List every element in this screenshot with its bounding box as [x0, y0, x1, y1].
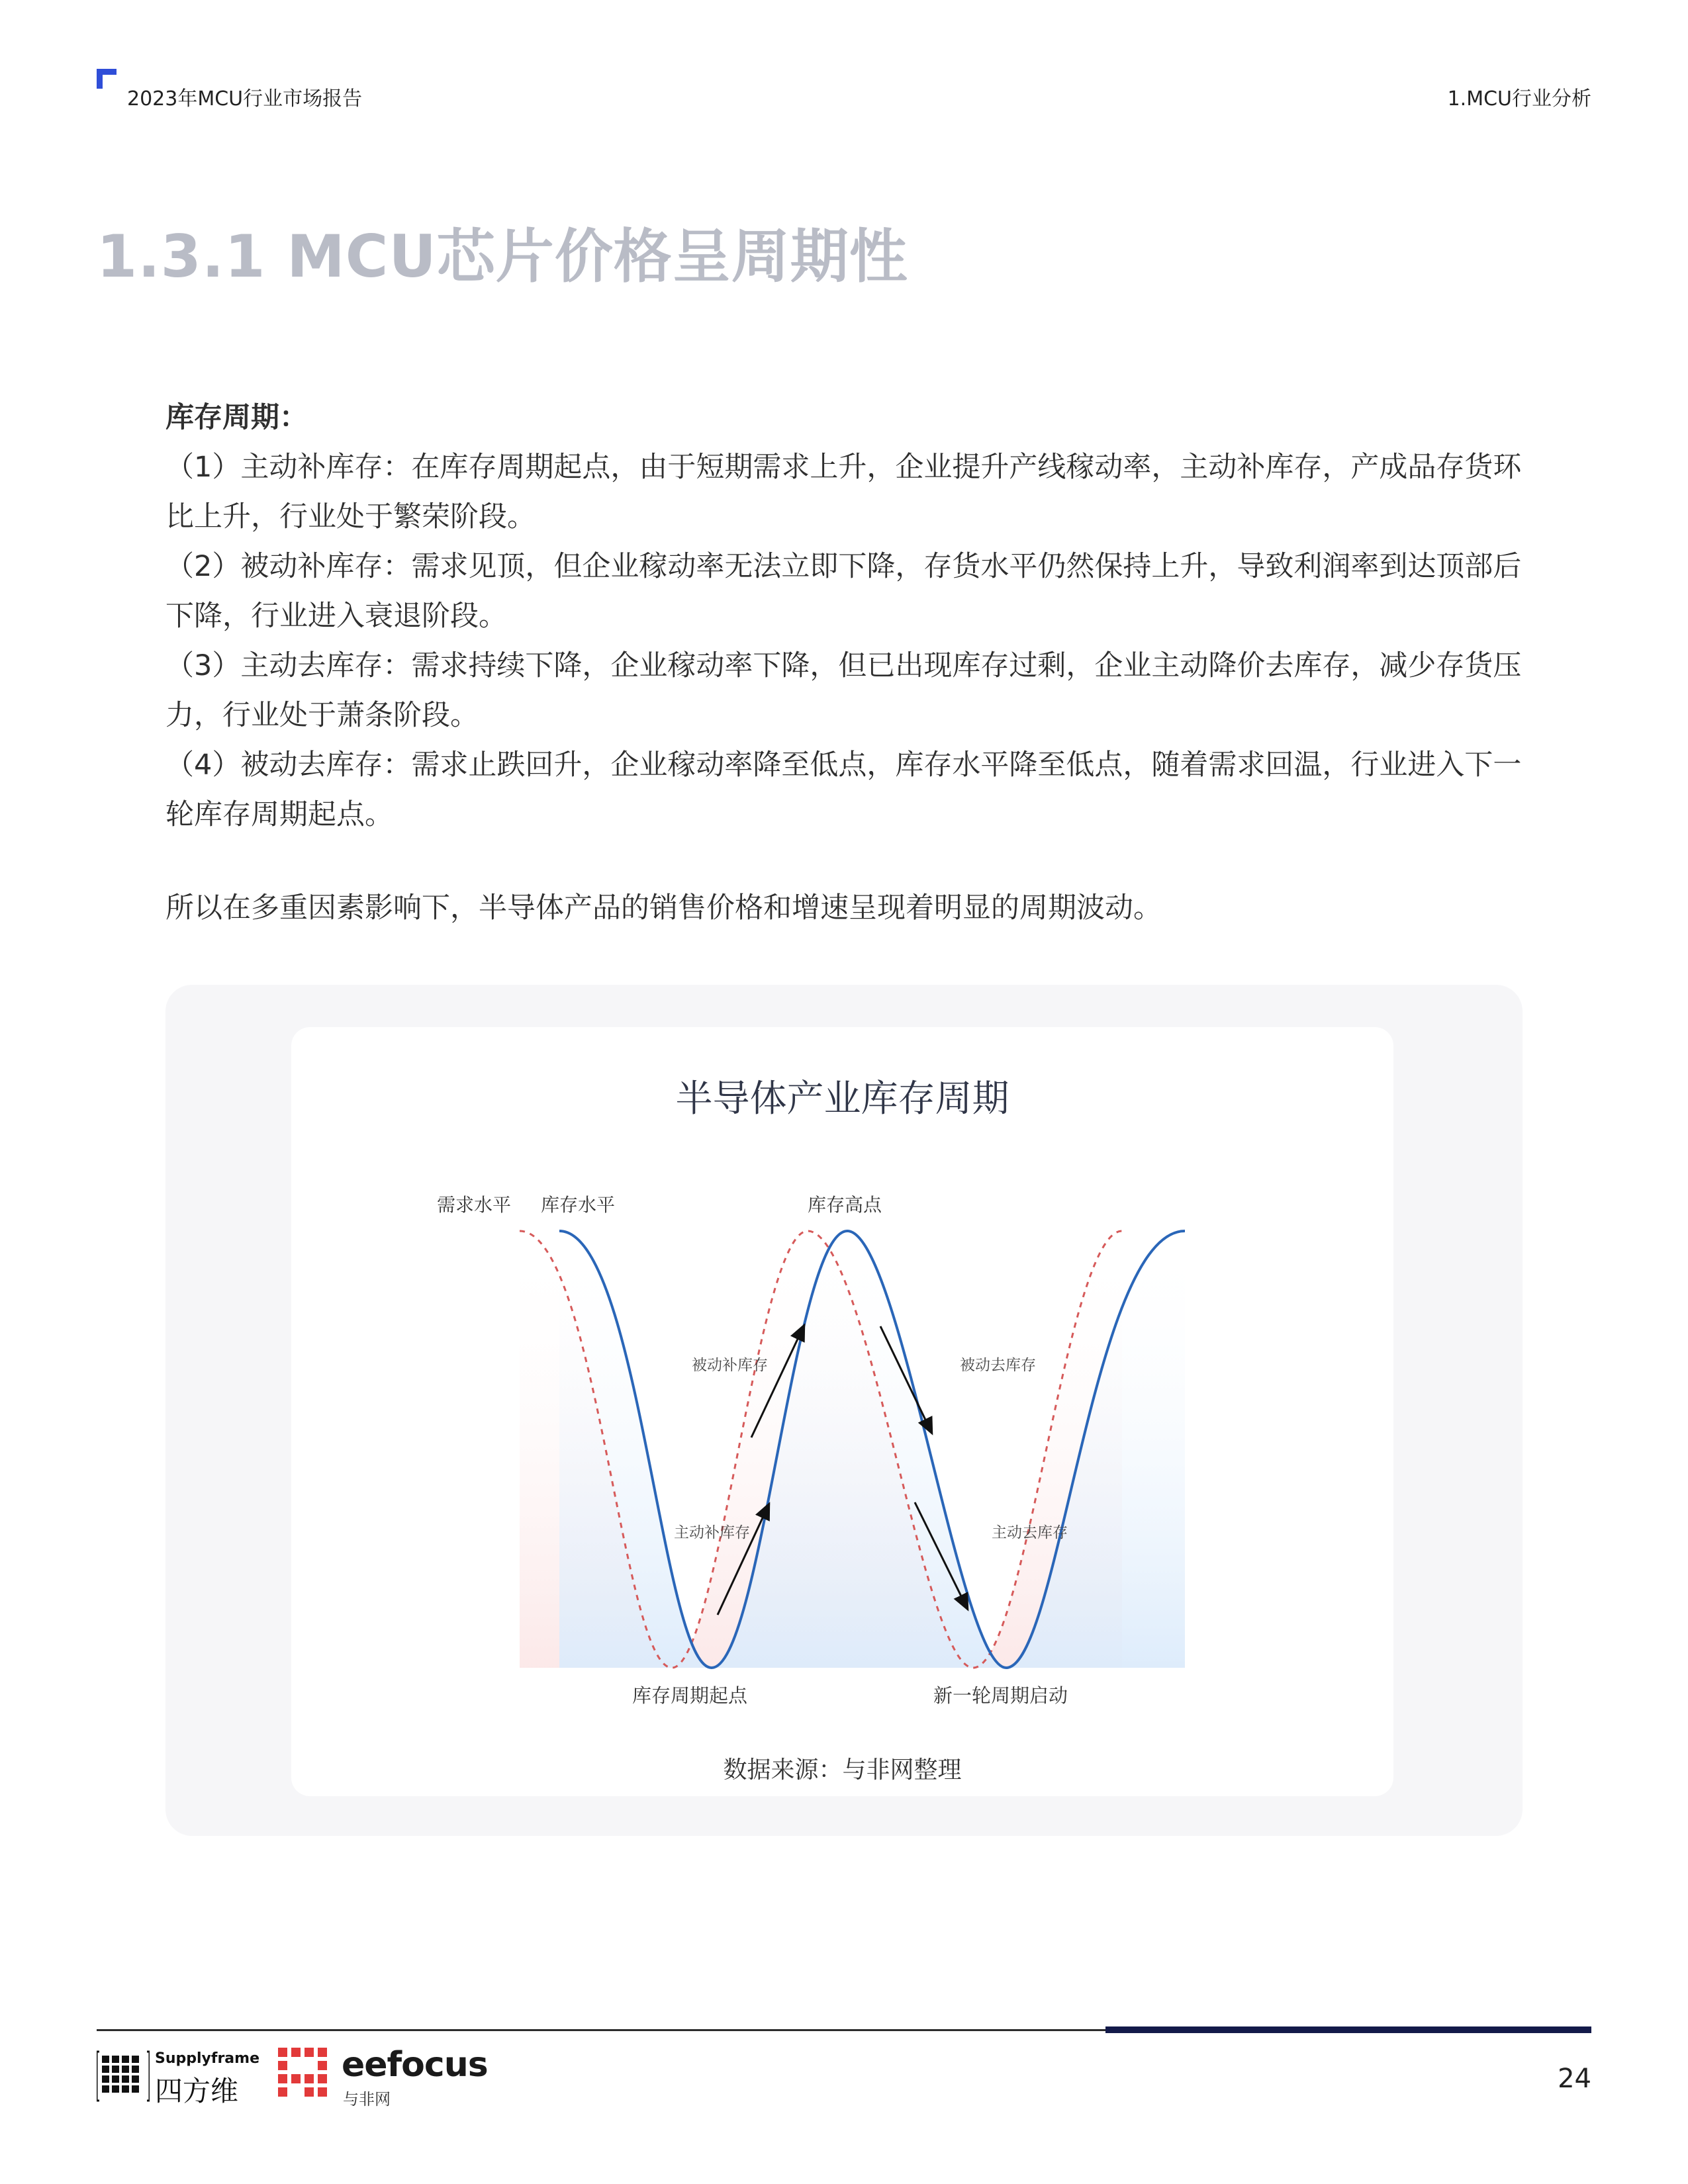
paragraph-passive-restock: （2）被动补库存：需求见顶，但企业稼动率无法立即下降，存货水平仍然保持上升，导致利润率到达顶部后下降，行业进入衰退阶段。 — [165, 550, 1522, 633]
body-lead: 库存周期： — [165, 401, 308, 434]
section-label: 1.MCU行业分析 — [1447, 87, 1591, 111]
label-inventory-level: 库存水平 — [541, 1194, 616, 1216]
eefocus-logo-icon — [278, 2048, 330, 2099]
eefocus-wordmark: eefocus — [342, 2045, 488, 2085]
page-title: 1.3.1 MCU芯片价格呈周期性 — [97, 222, 908, 291]
paragraph-active-destock: （3）主动去库存：需求持续下降，企业稼动率下降，但已出现库存过剩，企业主动降价去库存，减少存货压力，行业处于萧条阶段。 — [165, 649, 1522, 732]
label-inventory-peak: 库存高点 — [808, 1194, 882, 1216]
paragraph-passive-destock: （4）被动去库存：需求止跌回升，企业稼动率降至低点，库存水平降至低点，随着需求回温，行业进入下一轮库存周期起点。 — [165, 749, 1522, 831]
footer-accent-bar — [1105, 2026, 1591, 2033]
data-source: 数据来源：与非网整理 — [723, 1756, 962, 1784]
label-cycle-start: 库存周期起点 — [632, 1684, 748, 1707]
eefocus-cn: 与非网 — [343, 2090, 391, 2109]
label-passive-restock: 被动补库存 — [692, 1357, 768, 1374]
supplyframe-wordmark: Supplyframe — [155, 2050, 259, 2067]
label-demand-level: 需求水平 — [437, 1194, 512, 1216]
summary-text: 所以在多重因素影响下，半导体产品的销售价格和增速呈现着明显的周期波动。 — [165, 891, 1162, 925]
label-active-restock: 主动补库存 — [674, 1524, 750, 1541]
paragraph-active-restock: （1）主动补库存：在库存周期起点，由于短期需求上升，企业提升产线稼动率，主动补库存，产成品存货环比上升，行业处于繁荣阶段。 — [165, 451, 1522, 533]
label-new-cycle: 新一轮周期启动 — [933, 1684, 1068, 1707]
page-number: 24 — [1558, 2064, 1591, 2094]
label-passive-destock: 被动去库存 — [960, 1357, 1036, 1374]
supplyframe-cn: 四方维 — [155, 2075, 239, 2107]
chart-title: 半导体产业库存周期 — [675, 1077, 1009, 1120]
report-title: 2023年MCU行业市场报告 — [127, 87, 363, 111]
supplyframe-logo-icon — [97, 2050, 150, 2102]
label-active-destock: 主动去库存 — [992, 1524, 1068, 1541]
